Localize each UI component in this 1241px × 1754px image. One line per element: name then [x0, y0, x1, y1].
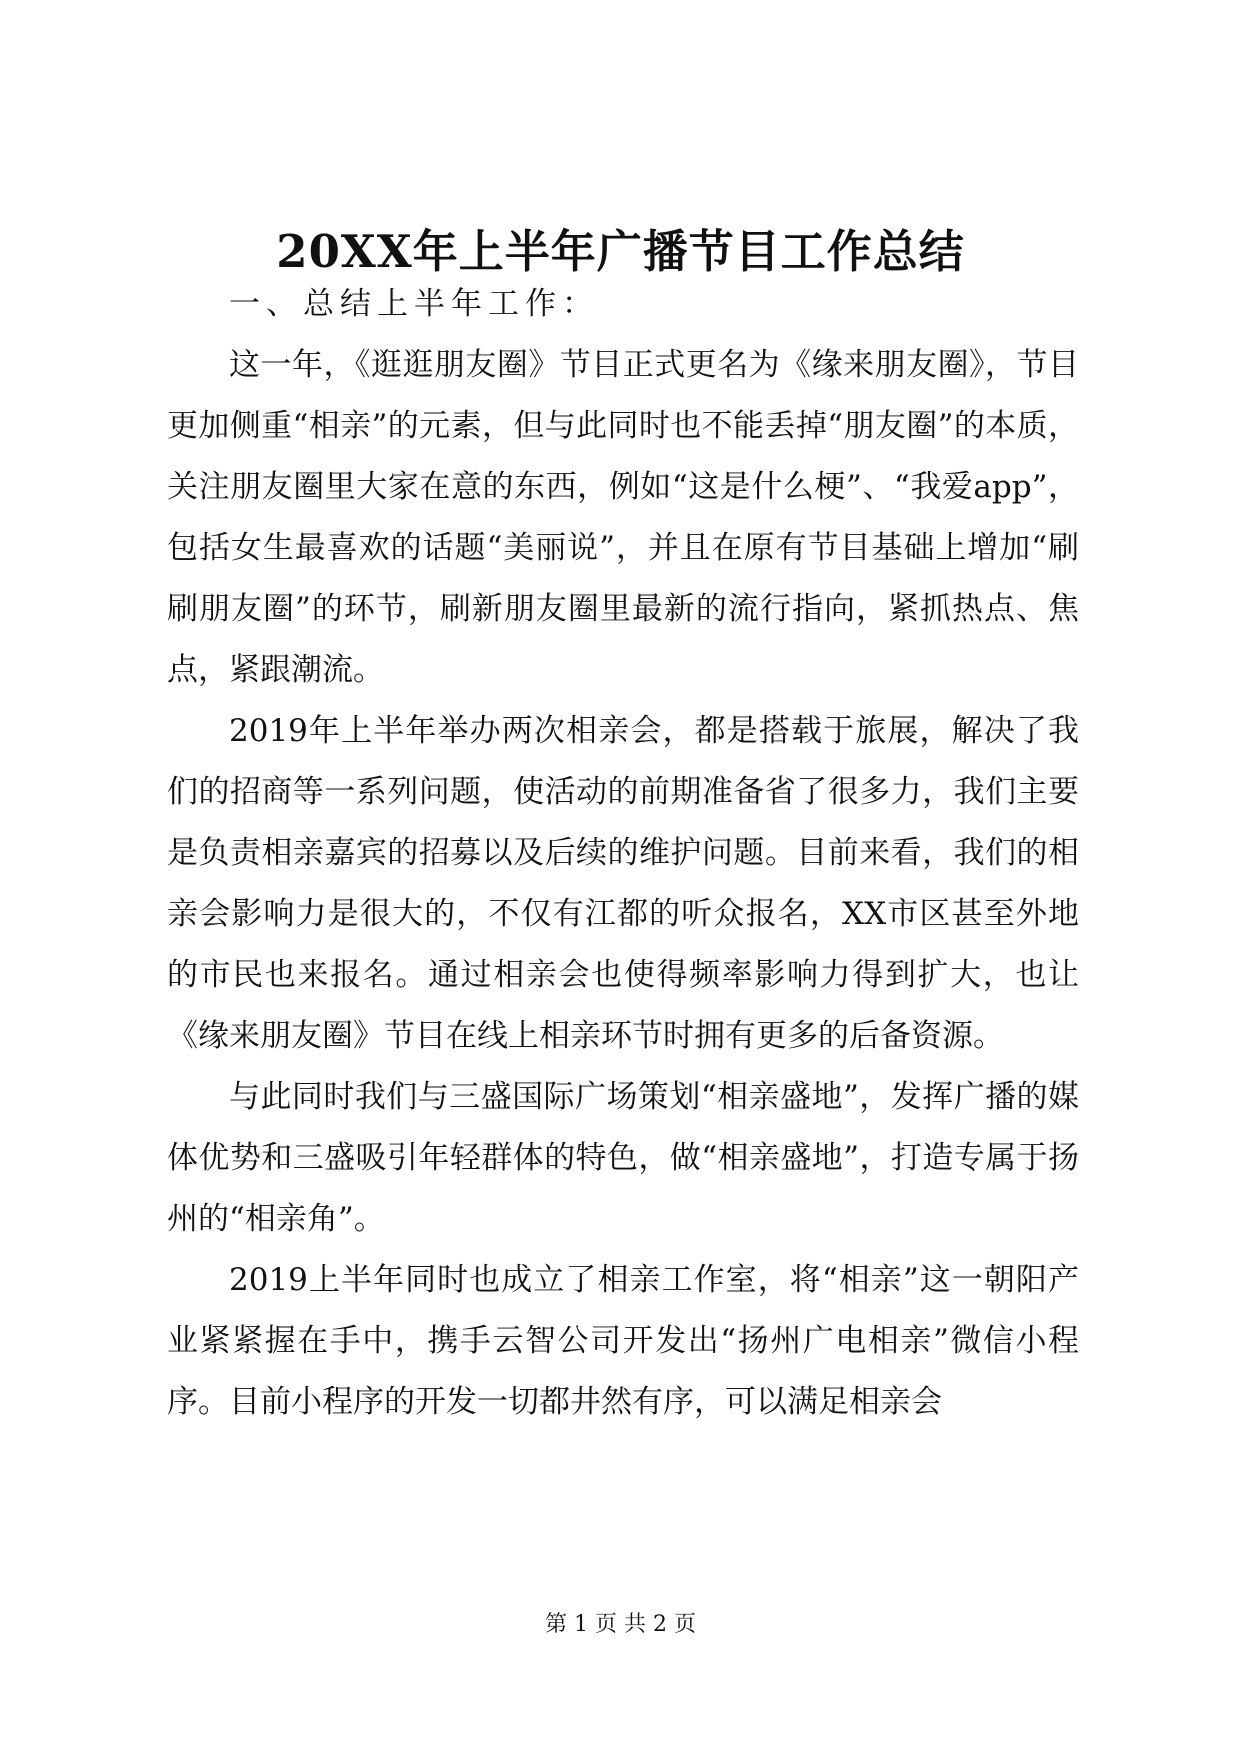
- document-body: [167, 274, 1079, 1433]
- body-paragraph: 这一年，《逛逛朋友圈》节目正式更名为《缘来朋友圈》，节目更加侧重“相亲”的元素，但与此同时也不能丢掉“朋友圈”的本质，关注朋友圈里大家在意的东西，例如“这是什么梗”、“我爱app”，包括女生最喜欢的话题“美丽说”，并且在原有节目基础上增加“刷刷朋友圈”的环节，刷新朋友圈里最新的流行指向，紧抓热点、焦点，紧跟潮流。: [167, 347, 1079, 688]
- body-paragraph: 2019年上半年举办两次相亲会，都是搭载于旅展，解决了我们的招商等一系列问题，使活动的前期准备省了很多力，我们主要是负责相亲嘉宾的招募以及后续的维护问题。目前来看，我们的相亲会影响力是很大的，不仅有江都的听众报名，XX市区甚至外地的市民也来报名。通过相亲会也使得频率影响力得到扩大，也让《缘来朋友圈》节目在线上相亲环节时拥有更多的后备资源。: [167, 713, 1079, 1054]
- page-footer: 第 1 页 共 2 页: [545, 1612, 696, 1637]
- body-paragraph: 与此同时我们与三盛国际广场策划“相亲盛地”，发挥广播的媒体优势和三盛吸引年轻群体的特色，做“相亲盛地”，打造专属于扬州的“相亲角”。: [167, 1079, 1079, 1237]
- document-title: 20XX年上半年广播节目工作总结: [276, 225, 965, 278]
- body-paragraph: 2019上半年同时也成立了相亲工作室，将“相亲”这一朝阳产业紧紧握在手中，携手云智公司开发出“扬州广电相亲”微信小程序。目前小程序的开发一切都井然有序，可以满足相亲会: [167, 1262, 1079, 1420]
- section-heading: 一、总结上半年工作：: [229, 286, 599, 322]
